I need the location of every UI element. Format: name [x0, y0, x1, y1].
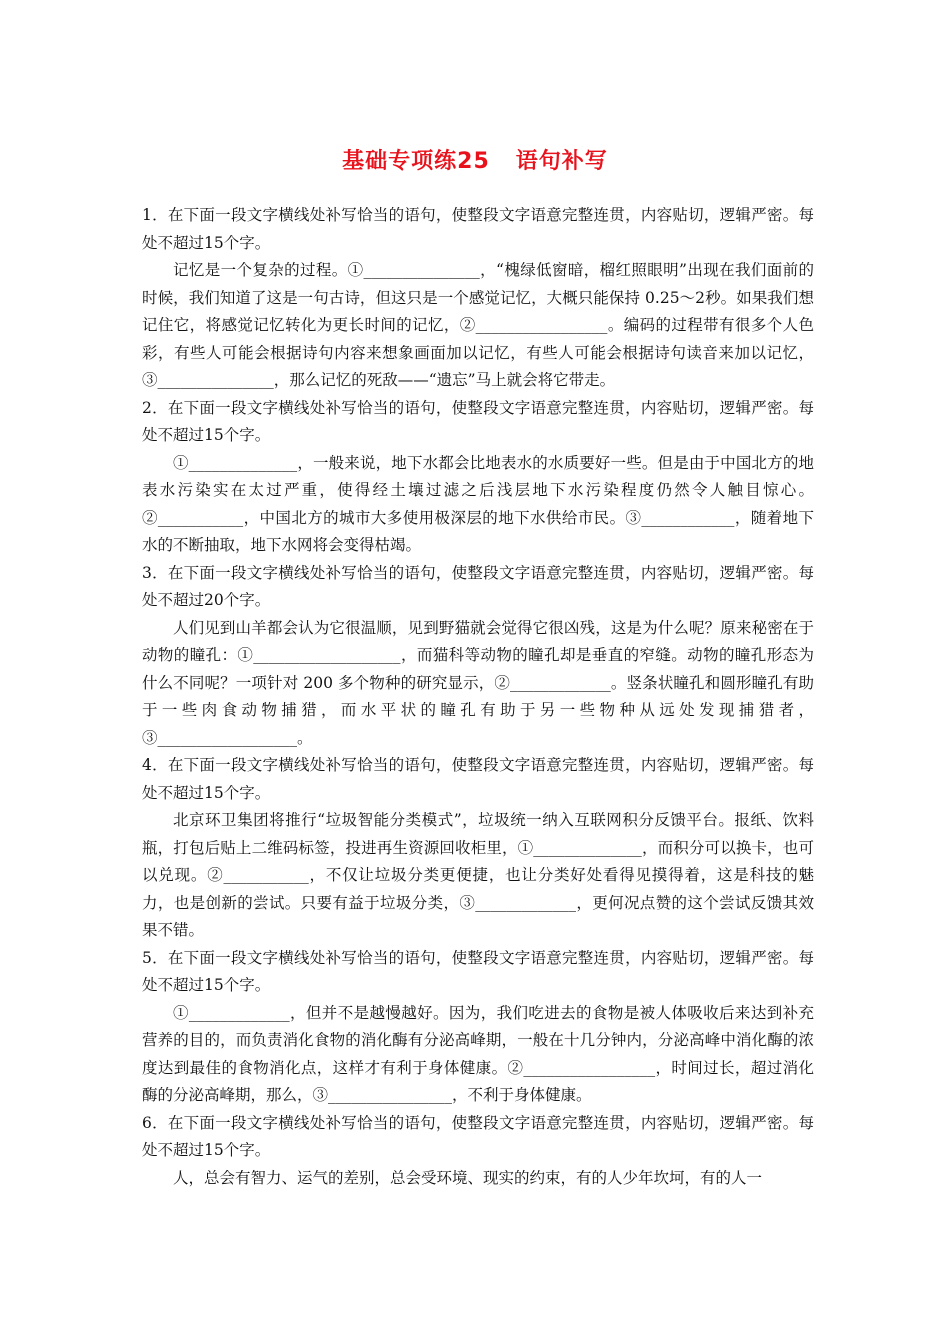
title-main: 基础专项练25 — [342, 149, 490, 174]
question-5 — [142, 945, 814, 1110]
question-prompt: 2．在下面一段文字横线处补写恰当的语句，使整段文字语意完整连贯，内容贴切，逻辑严密。每处不超过15个字。 — [142, 398, 814, 444]
page-title — [0, 144, 950, 175]
question-3 — [142, 560, 814, 753]
question-passage: 记忆是一个复杂的过程。①_______________，“槐绿低窗暗，榴红照眼明”出现在我们面前的时候，我们知道了这是一句古诗，但这只是一个感觉记忆，大概只能保持 0.25～2秒。如果我们想记住它，将感觉记忆转化为更长时间的记忆，②_________________。编码的过程带有很多个人色彩，有些人可能会根据诗句内容来想象画面加以记忆，有些人可能会根据诗句读音来加以记忆，③_______________，那么记忆的死敌——“遗忘”马上就会将它带走。 — [142, 261, 814, 389]
question-passage: 北京环卫集团将推行“垃圾智能分类模式”，垃圾统一纳入互联网积分反馈平台。报纸、饮料瓶，打包后贴上二维码标签，投进再生资源回收柜里，①______________，而积分可以换卡，也可以兑现。②___________，不仅让垃圾分类更便捷，也让分类好处看得见摸得着，这是科技的魅力，也是创新的尝试。只要有益于垃圾分类，③_____________，更何况点赞的这个尝试反馈其效果不错。 — [142, 811, 814, 939]
question-2 — [142, 395, 814, 560]
question-passage: 人们见到山羊都会认为它很温顺，见到野猫就会觉得它很凶残，这是为什么呢？原来秘密在于动物的瞳孔：①___________________，而猫科等动物的瞳孔却是垂直的窄缝。动物的瞳孔形态为什么不同呢？一项针对 200 多个物种的研究显示，②_____________。竖条状瞳孔和圆形瞳孔有助于一些肉食动物捕猎，而水平状的瞳孔有助于另一些物种从远处发现捕猎者，③__________________。 — [142, 618, 814, 747]
question-prompt: 6．在下面一段文字横线处补写恰当的语句，使整段文字语意完整连贯，内容贴切，逻辑严密。每处不超过15个字。 — [142, 1113, 814, 1159]
title-sub: 语句补写 — [515, 149, 608, 174]
question-passage: ①______________，一般来说，地下水都会比地表水的水质要好一些。但是由于中国北方的地表水污染实在太过严重，使得经土壤过滤之后浅层地下水污染程度仍然令人触目惊心。②___________，中国北方的城市大多使用极深层的地下水供给市民。③____________，随着地下水的不断抽取，地下水网将会变得枯竭。 — [142, 453, 814, 554]
question-prompt: 4．在下面一段文字横线处补写恰当的语句，使整段文字语意完整连贯，内容贴切，逻辑严密。每处不超过15个字。 — [142, 756, 814, 802]
question-4 — [142, 752, 814, 945]
exercise-list — [142, 202, 814, 1192]
question-prompt: 3．在下面一段文字横线处补写恰当的语句，使整段文字语意完整连贯，内容贴切，逻辑严密。每处不超过20个字。 — [142, 563, 814, 609]
question-passage: 人，总会有智力、运气的差别，总会受环境、现实的约束，有的人少年坎坷，有的人一 — [173, 1168, 763, 1187]
question-1 — [142, 202, 814, 395]
question-prompt: 5．在下面一段文字横线处补写恰当的语句，使整段文字语意完整连贯，内容贴切，逻辑严密。每处不超过15个字。 — [142, 948, 814, 994]
question-prompt: 1．在下面一段文字横线处补写恰当的语句，使整段文字语意完整连贯，内容贴切，逻辑严密。每处不超过15个字。 — [142, 206, 814, 252]
question-6 — [142, 1110, 814, 1193]
question-passage: ①_____________，但并不是越慢越好。因为，我们吃进去的食物是被人体吸收后来达到补充营养的目的，而负责消化食物的消化酶有分泌高峰期，一般在十几分钟内，分泌高峰中消化酶的浓度达到最佳的食物消化点，这样才有利于身体健康。②_________________，时间过长，超过消化酶的分泌高峰期，那么，③________________，不利于身体健康。 — [142, 1003, 814, 1104]
